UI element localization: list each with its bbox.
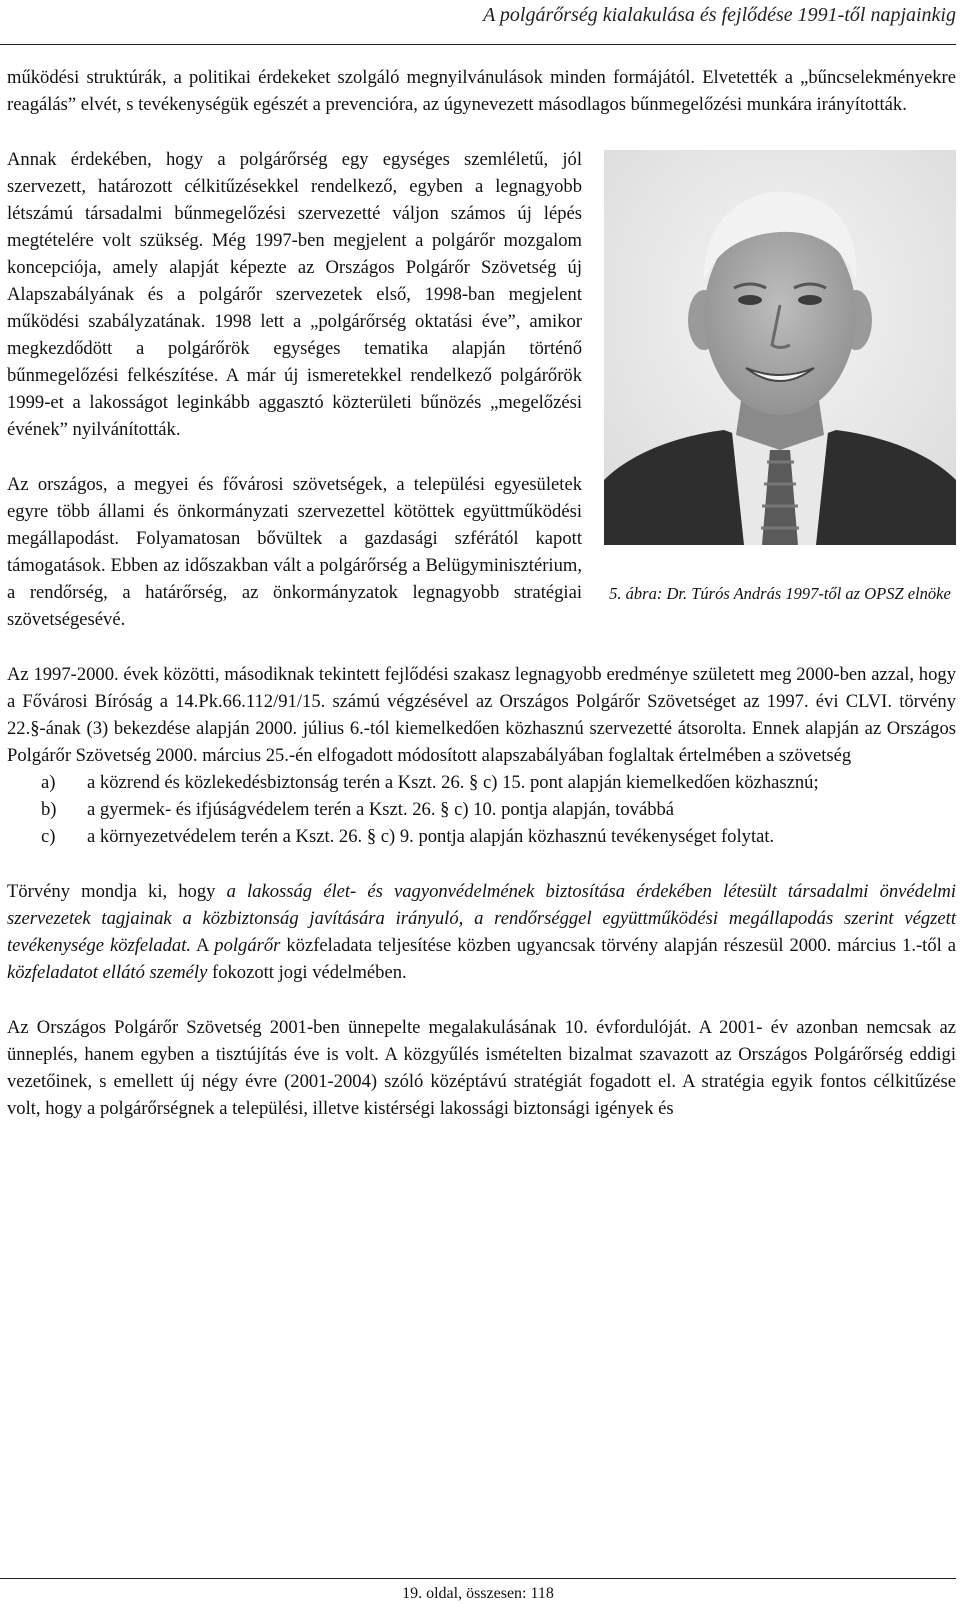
status-list — [7, 769, 956, 850]
paragraph-5 — [7, 878, 956, 986]
paragraph-3: Az országos, a megyei és fővárosi szövetségek, a települési egyesületek egyre több állami és önkormányzati szervezettel kötöttek együttműködési megállapodást. Folyamatosan bővültek a gazdasági szférától kapott támogatások. Ebben az időszakban vált a polgárőrség a Belügyminisztérium, a rendőrség, a határőrség, az önkormányzatok legnagyobb stratégiai szövetségesévé. — [7, 474, 582, 630]
page-footer — [0, 1578, 956, 1603]
paragraph-6: Az Országos Polgárőr Szövetség 2001-ben ünnepelte megalakulásának 10. évfordulóját. A 2001- év azonban nemcsak az ünneplés, hanem egyben a tisztújítás éve is volt. A közgyűlés ismételten bizalmat szavazott az Országos Polgárőrség eddigi vezetőinek, s emellett új négy évre (2001-2004) szóló középtávú stratégiát fogadott el. A stratégia egyik fontos célkitűzése volt, hogy a polgárőrségnek a települési, illetve kistérségi lakossági biztonsági igények és — [7, 1017, 956, 1119]
p5-text: A — [191, 935, 215, 956]
p5-text: közfeladata teljesítése közben ugyancsak törvény alapján részesül 2000. március 1.-től a — [280, 935, 956, 956]
running-header-title: A polgárőrség kialakulása és fejlődése 1991-től napjainkig — [483, 4, 956, 26]
portrait-illustration — [604, 150, 956, 545]
list-marker: a) — [41, 772, 56, 793]
p5-quote: a lakosság élet- és vagyonvédelmének biztosítása érdekében létesült társadalmi önvédelmi szervezetek tagjainak a közbiztonság javítására irányuló, a rendőrséggel együttműködési megállapodás szerint végzett tevékenysége közfeladat. — [7, 881, 956, 956]
page-content — [7, 64, 956, 1122]
p5-term-kozfeladat: közfeladatot ellátó személy — [7, 962, 208, 983]
paragraph-4: Az 1997-2000. évek közötti, másodiknak tekintett fejlődési szakasz legnagyobb eredménye született meg 2000-ben azzal, hogy a Fővárosi Bíróság a 14.Pk.66.112/91/15. számú végzésével az Országos Polgárőr Szövetséget az 1997. évi CLVI. törvény 22.§-ának (3) bekezdése alapján 2000. július 6.-tól kiemelkedően közhasznú szervezetté átsorolta. Ennek alapján az Országos Polgárőr Szövetség 2000. március 25.-én elfogadott módosított alapszabályában foglaltak értelmében a szövetség — [7, 664, 956, 766]
running-header — [0, 0, 956, 45]
list-marker: c) — [41, 826, 56, 847]
portrait-photo — [604, 150, 956, 545]
page-number: 19. oldal, összesen: 118 — [402, 1585, 554, 1602]
paragraph-2: Annak érdekében, hogy a polgárőrség egy egységes szemléletű, jól szervezett, határozott célkitűzésekkel rendelkező, egyben a legnagyobb létszámú társadalmi bűnmegelőzési szervezetté váljon számos új lépés megtételére volt szükség. Még 1997-ben megjelent a polgárőr mozgalom koncepciója, amely alapját képezte az Országos Polgárőr Szövetség új Alapszabályának és a polgárőr szervezetek első, 1998-ban megjelent működési szabályzatának. 1998 lett a „polgárőrség oktatási éve”, amikor megkezdődött a polgárőrök egységes tematika alapján történő bűnmegelőzési felkészítése. A már új ismeretekkel rendelkező polgárőrök 1999-et a lakosságot leginkább aggasztó közterületi bűnözés „megelőzési évének” nyilvánították. — [7, 149, 582, 440]
paragraph-1: működési struktúrák, a politikai érdekeket szolgáló megnyilvánulások minden formájától. Elvetették a „bűncselekményekre reagálás” elvét, s tevékenységük egészét a prevencióra, az úgynevezett másodlagos bűnmegelőzési munkára irányították. — [7, 67, 956, 115]
list-marker: b) — [41, 799, 57, 820]
list-text: a közrend és közlekedésbiztonság terén a Kszt. 26. § c) 15. pont alapján kiemelkedően közhasznú; — [87, 772, 819, 793]
figure-portrait — [604, 150, 956, 605]
p5-text: fokozott jogi védelmében. — [207, 962, 407, 983]
p5-text: Törvény mondja ki, hogy — [7, 881, 227, 902]
list-text: a gyermek- és ifjúságvédelem terén a Kszt. 26. § c) 10. pontja alapján, továbbá — [87, 799, 675, 820]
figure-caption: 5. ábra: Dr. Túrós András 1997-től az OPSZ elnöke — [609, 584, 951, 603]
p5-term-polgaror: polgárőr — [214, 935, 281, 956]
list-item — [41, 769, 956, 796]
list-item — [41, 796, 956, 823]
list-item — [41, 823, 956, 850]
list-text: a környezetvédelem terén a Kszt. 26. § c) 9. pontja alapján közhasznú tevékenységet folytat. — [87, 826, 775, 847]
